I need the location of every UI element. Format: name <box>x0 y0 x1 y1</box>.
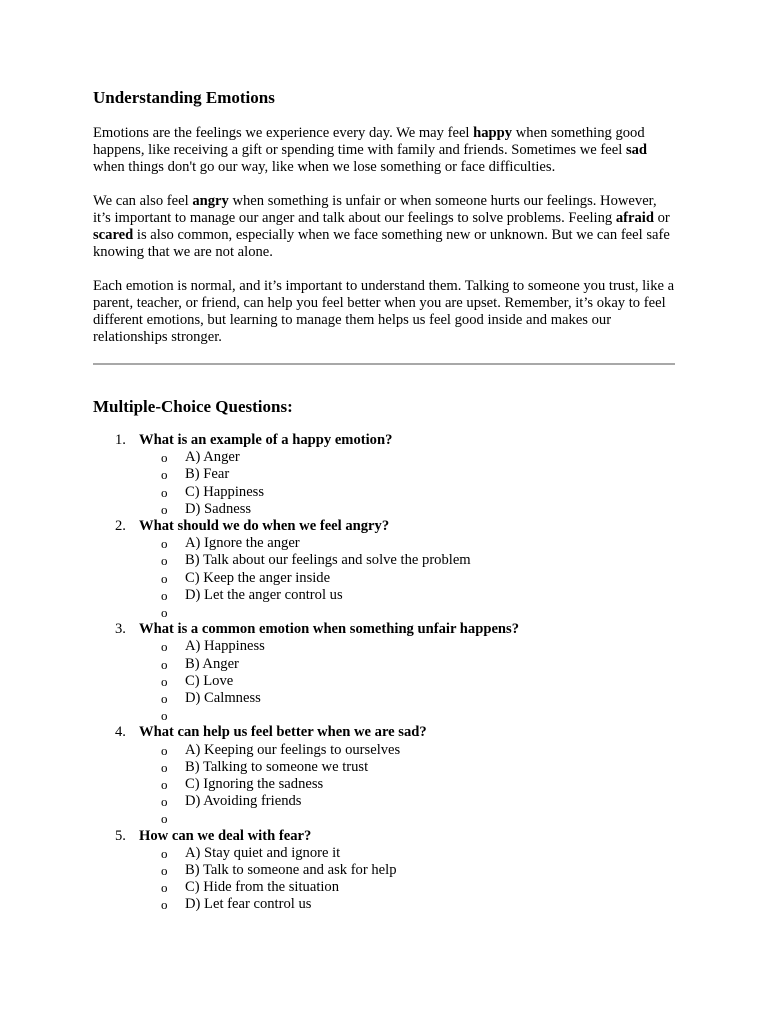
option-list <box>139 845 675 914</box>
bullet-icon: o <box>161 691 168 707</box>
question-item <box>93 621 675 724</box>
answer-option <box>139 466 675 483</box>
question-text: What is an example of a happy emotion? <box>139 432 393 448</box>
passage-paragraph <box>93 278 675 346</box>
answer-option <box>139 896 675 913</box>
emotion-keyword: scared <box>93 227 134 243</box>
option-text: C) Hide from the situation <box>185 879 340 896</box>
emotion-keyword: happy <box>473 125 513 141</box>
answer-option <box>139 570 675 587</box>
bullet-icon: o <box>161 845 168 861</box>
bullet-icon: o <box>161 880 168 896</box>
emotion-keyword: angry <box>192 193 229 209</box>
bullet-icon: o <box>161 605 168 621</box>
bullet-icon: o <box>161 553 168 569</box>
option-text: A) Ignore the anger <box>185 535 300 552</box>
bullet-icon: o <box>161 673 168 689</box>
question-number: 3. <box>115 621 126 638</box>
answer-option <box>139 845 675 862</box>
bullet-icon: o <box>161 639 168 655</box>
option-text: D) Let fear control us <box>185 896 312 913</box>
paragraph-text: Each emotion is normal, and it’s important to understand them. Talking to someone you trust, like a parent, teacher, or friend, can help you feel better when you are upset. Remember, it’s okay to feel different emotions, but learning to manage them helps us feel good inside and makes our relationships stronger. <box>93 278 675 345</box>
answer-option <box>139 604 675 621</box>
paragraph-text: or <box>653 210 670 226</box>
passage-paragraph <box>93 193 675 261</box>
mcq-heading: Multiple-Choice Questions: <box>93 397 293 416</box>
option-text: D) Sadness <box>185 500 252 517</box>
bullet-icon: o <box>161 587 168 603</box>
answer-option <box>139 673 675 690</box>
question-text: How can we deal with fear? <box>139 827 312 844</box>
answer-option <box>139 535 675 552</box>
section-divider <box>93 363 675 365</box>
option-text: C) Keep the anger inside <box>185 569 331 586</box>
option-text: C) Happiness <box>185 483 265 500</box>
answer-option <box>139 638 675 655</box>
bullet-icon: o <box>161 570 168 586</box>
paragraph-text: We can also feel <box>93 193 193 209</box>
option-text: C) Ignoring the sadness <box>185 776 324 793</box>
answer-option <box>139 862 675 879</box>
emotion-keyword: afraid <box>615 210 654 226</box>
option-text: B) Anger <box>185 655 239 672</box>
answer-option <box>139 776 675 793</box>
bullet-icon: o <box>161 742 168 758</box>
paragraph-text: when something is unfair or when someone hurts our feelings. However, it’s important to manage our anger and talk about our feelings to solve problems. Feeling <box>93 193 657 226</box>
option-text: A) Anger <box>185 449 240 466</box>
option-text: A) Keeping our feelings to ourselves <box>185 741 401 758</box>
question-item <box>93 518 675 621</box>
option-text: A) Happiness <box>185 638 265 655</box>
bullet-icon: o <box>161 863 168 879</box>
question-item <box>93 828 675 914</box>
question-number: 2. <box>115 518 126 535</box>
bullet-icon: o <box>161 484 168 500</box>
option-text: D) Calmness <box>185 690 261 707</box>
option-text: A) Stay quiet and ignore it <box>185 844 341 861</box>
question-text: What is a common emotion when something unfair happens? <box>139 621 520 638</box>
reading-passage <box>93 125 675 346</box>
bullet-icon: o <box>161 536 168 552</box>
bullet-icon: o <box>161 794 168 810</box>
bullet-icon: o <box>161 501 168 517</box>
option-text: B) Fear <box>185 466 230 483</box>
option-list <box>139 535 675 621</box>
option-text: B) Talk about our feelings and solve the problem <box>185 552 471 569</box>
option-list <box>139 449 675 518</box>
option-list <box>139 742 675 828</box>
bullet-icon: o <box>161 708 168 724</box>
emotion-keyword: sad <box>625 142 648 158</box>
bullet-icon: o <box>161 656 168 672</box>
bullet-icon: o <box>161 759 168 775</box>
answer-option <box>139 742 675 759</box>
option-text: C) Love <box>185 672 234 689</box>
paragraph-text: when things don't go our way, like when we lose something or face difficulties. <box>93 159 556 175</box>
paragraph-text: is also common, especially when we face something new or unknown. But we can feel safe knowing that we are not alone. <box>93 227 670 260</box>
question-number: 4. <box>115 724 126 741</box>
question-text: What can help us feel better when we are sad? <box>139 724 427 741</box>
question-list <box>93 432 675 914</box>
answer-option <box>139 587 675 604</box>
question-text: What should we do when we feel angry? <box>139 518 390 535</box>
document-title: Understanding Emotions <box>93 88 275 107</box>
paragraph-text: when something good happens, like receiving a gift or spending time with family and friends. Sometimes we feel <box>93 125 645 158</box>
question-number: 1. <box>115 432 126 448</box>
question-item <box>93 724 675 827</box>
option-text: B) Talking to someone we trust <box>185 758 369 775</box>
answer-option <box>139 656 675 673</box>
question-number: 5. <box>115 827 126 844</box>
passage-paragraph <box>93 125 675 176</box>
bullet-icon: o <box>161 467 168 483</box>
answer-option <box>139 690 675 707</box>
answer-option <box>139 793 675 810</box>
bullet-icon: o <box>161 811 168 827</box>
answer-option <box>139 810 675 827</box>
answer-option <box>139 759 675 776</box>
option-text: D) Avoiding friends <box>185 793 302 810</box>
question-item <box>93 432 675 518</box>
answer-option <box>139 707 675 724</box>
option-list <box>139 638 675 724</box>
paragraph-text: Emotions are the feelings we experience every day. We may feel <box>93 125 474 141</box>
bullet-icon: o <box>161 450 168 466</box>
answer-option <box>139 501 675 518</box>
answer-option <box>139 879 675 896</box>
answer-option <box>139 449 675 466</box>
option-text: D) Let the anger control us <box>185 586 343 603</box>
answer-option <box>139 484 675 501</box>
bullet-icon: o <box>161 897 168 913</box>
option-text: B) Talk to someone and ask for help <box>185 862 397 879</box>
bullet-icon: o <box>161 777 168 793</box>
answer-option <box>139 552 675 569</box>
